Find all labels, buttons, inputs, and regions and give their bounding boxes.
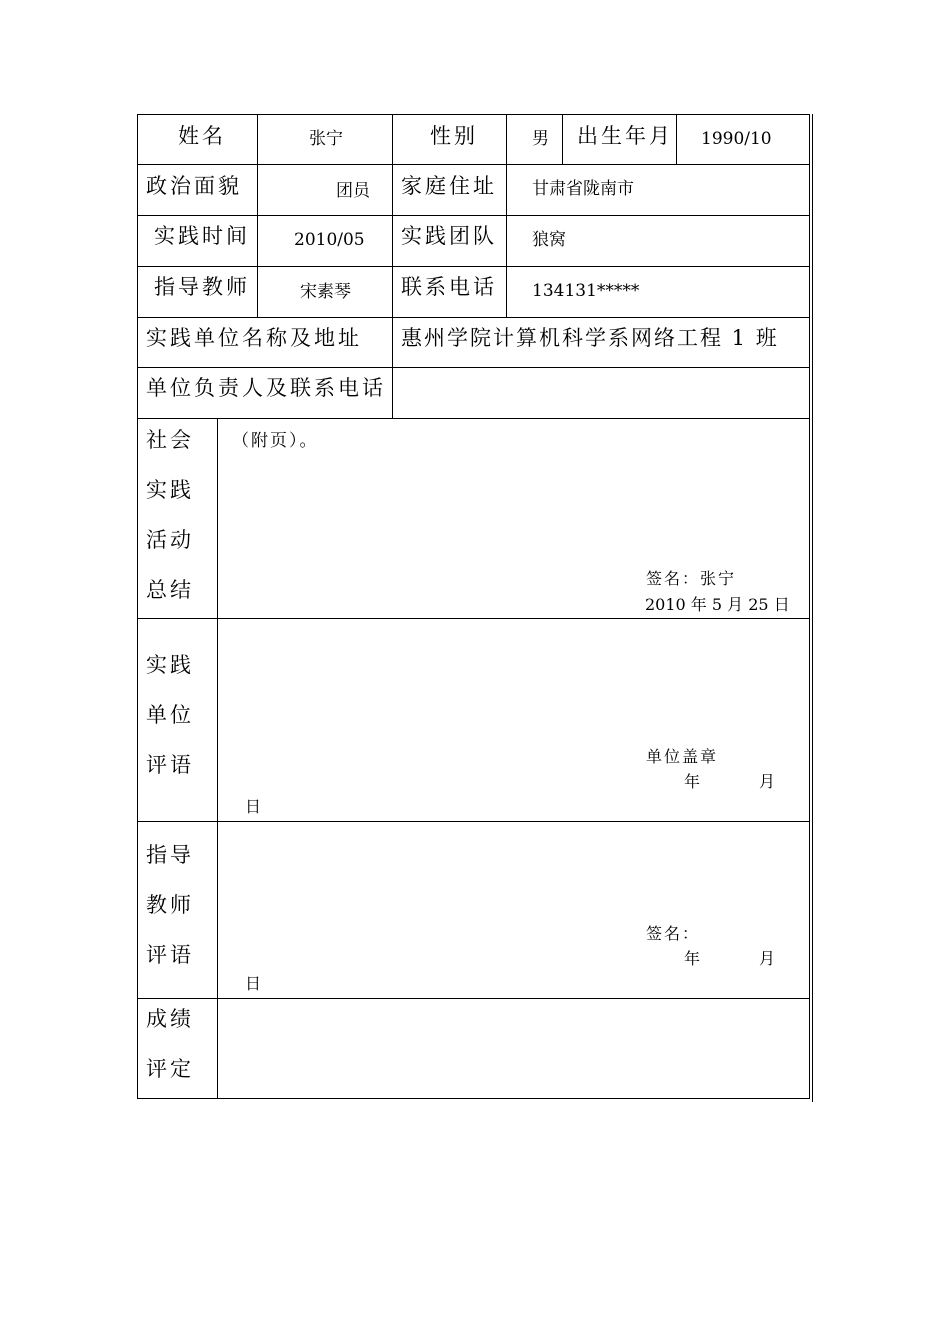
gender-value: 男 bbox=[532, 129, 549, 149]
col-divider bbox=[676, 114, 677, 164]
row-divider bbox=[137, 821, 810, 822]
political-label: 政治面貌 bbox=[146, 174, 242, 198]
phone-label: 联系电话 bbox=[401, 275, 497, 299]
name-value: 张宁 bbox=[309, 129, 343, 149]
col-divider bbox=[392, 114, 393, 418]
team-value: 狼窝 bbox=[532, 230, 566, 250]
col-divider bbox=[506, 114, 507, 317]
form-right-edge bbox=[812, 114, 813, 1102]
row-divider bbox=[137, 317, 810, 318]
unit-comment-month: 月 bbox=[759, 772, 778, 791]
teacher-comment-day: 日 bbox=[245, 974, 264, 993]
name-label: 姓名 bbox=[178, 124, 226, 148]
unit-comment-year: 年 bbox=[684, 772, 703, 791]
row-divider bbox=[137, 266, 810, 267]
birth-value: 1990/10 bbox=[701, 129, 772, 149]
unit-comment-day: 日 bbox=[245, 797, 264, 816]
contact-label: 单位负责人及联系电话 bbox=[146, 376, 386, 400]
address-value: 甘肃省陇南市 bbox=[532, 179, 634, 199]
row-divider bbox=[137, 164, 810, 165]
unit-label: 实践单位名称及地址 bbox=[146, 326, 362, 350]
summary-label: 社会 实践 活动 总结 bbox=[146, 428, 194, 602]
row-divider bbox=[137, 618, 810, 619]
row-divider bbox=[137, 215, 810, 216]
unit-comment-label: 实践 单位 评语 bbox=[146, 653, 194, 777]
col-divider bbox=[217, 418, 218, 1099]
unit-value: 惠州学院计算机科学系网络工程 1 班 bbox=[401, 326, 779, 350]
teacher-comment-label: 指导 教师 评语 bbox=[146, 843, 194, 967]
teacher-comment-month: 月 bbox=[759, 949, 778, 968]
col-divider bbox=[257, 114, 258, 317]
col-divider bbox=[562, 114, 563, 164]
phone-value: 134131***** bbox=[532, 281, 640, 301]
row-divider bbox=[137, 418, 810, 419]
time-label: 实践时间 bbox=[154, 224, 250, 248]
row-divider bbox=[137, 998, 810, 999]
teacher-label: 指导教师 bbox=[154, 275, 250, 299]
gender-label: 性别 bbox=[430, 124, 478, 148]
row-divider bbox=[137, 367, 810, 368]
grade-label: 成绩 评定 bbox=[146, 1007, 194, 1081]
birth-label: 出生年月 bbox=[577, 124, 673, 148]
summary-date: 2010 年 5 月 25 日 bbox=[645, 595, 790, 614]
teacher-comment-year: 年 bbox=[684, 949, 703, 968]
political-value: 团员 bbox=[336, 181, 370, 201]
teacher-value: 宋素琴 bbox=[300, 282, 351, 302]
unit-seal: 单位盖章 bbox=[646, 747, 719, 766]
summary-content: （附页）。 bbox=[232, 431, 319, 451]
summary-signature: 签名：张宁 bbox=[646, 569, 737, 588]
address-label: 家庭住址 bbox=[401, 174, 497, 198]
teacher-signature: 签名： bbox=[646, 924, 701, 943]
time-value: 2010/05 bbox=[294, 230, 365, 250]
team-label: 实践团队 bbox=[401, 224, 497, 248]
